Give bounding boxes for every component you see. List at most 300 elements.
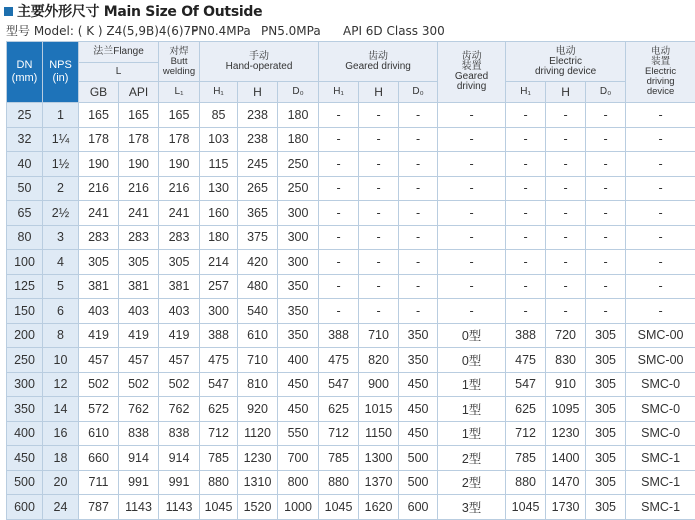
value-cell: 419 [119,323,159,348]
value-cell: 880 [200,470,238,495]
value-cell: 785 [506,446,546,471]
value-cell: 216 [119,176,159,201]
dn-cell: 25 [7,103,43,128]
nps-cell: 20 [43,470,79,495]
value-cell: - [506,299,546,324]
value-cell: - [546,225,586,250]
value-cell: 403 [79,299,119,324]
value-cell: - [586,152,626,177]
value-cell: - [438,176,506,201]
nps-cell: 8 [43,323,79,348]
value-cell: - [586,225,626,250]
value-cell: 216 [159,176,200,201]
value-cell: 762 [119,397,159,422]
value-cell: - [626,103,695,128]
value-cell: - [319,201,359,226]
table-row [7,152,695,177]
nps-cell: 16 [43,421,79,446]
value-cell: 305 [586,446,626,471]
value-cell: 375 [238,225,278,250]
sub-header-elec-d0: D₀ [586,82,626,103]
nps-cell: 14 [43,397,79,422]
page-title [4,3,262,21]
value-cell: - [546,176,586,201]
value-cell: 1型 [438,372,506,397]
value-cell: 250 [278,152,319,177]
value-cell: 450 [399,397,438,422]
value-cell: - [546,299,586,324]
value-cell: 180 [278,127,319,152]
value-cell: - [438,250,506,275]
value-cell: 475 [200,348,238,373]
value-cell: 305 [586,348,626,373]
sub-header-hand-h: H [238,82,278,103]
nps-cell: 2½ [43,201,79,226]
value-cell: 305 [119,250,159,275]
value-cell: - [438,103,506,128]
value-cell: 283 [119,225,159,250]
table-body [7,103,695,520]
value-cell: 1470 [546,470,586,495]
value-cell: - [319,152,359,177]
value-cell: 1143 [119,495,159,520]
value-cell: 785 [319,446,359,471]
nps-cell: 4 [43,250,79,275]
value-cell: 457 [159,348,200,373]
value-cell: 305 [159,250,200,275]
model-text: 型号 Model: ( K ) Z4(5,9B)4(6)7F [6,23,191,39]
value-cell: 1000 [278,495,319,520]
value-cell: 1045 [506,495,546,520]
value-cell: 475 [506,348,546,373]
value-cell: 910 [546,372,586,397]
value-cell: SMC-00 [626,348,695,373]
value-cell: - [586,274,626,299]
value-cell: - [319,176,359,201]
value-cell: 712 [200,421,238,446]
value-cell: - [438,274,506,299]
value-cell: 547 [506,372,546,397]
value-cell: 238 [238,127,278,152]
value-cell: 403 [159,299,200,324]
value-cell: - [506,103,546,128]
value-cell: 365 [238,201,278,226]
value-cell: 572 [79,397,119,422]
value-cell: 300 [200,299,238,324]
electric-driving-header: 电动 Electric driving device [506,42,626,82]
dn-cell: 300 [7,372,43,397]
value-cell: 1045 [200,495,238,520]
nps-cell: 5 [43,274,79,299]
value-cell: 547 [319,372,359,397]
value-cell: 711 [79,470,119,495]
dn-cell: 32 [7,127,43,152]
value-cell: 250 [278,176,319,201]
value-cell: 880 [319,470,359,495]
dn-cell: 400 [7,421,43,446]
value-cell: 350 [399,348,438,373]
value-cell: 305 [586,372,626,397]
value-cell: - [438,127,506,152]
value-cell: - [399,103,438,128]
dn-cell: 65 [7,201,43,226]
value-cell: 625 [200,397,238,422]
geared-driving-header: 齿动 Geared driving [319,42,438,82]
value-cell: 257 [200,274,238,299]
dn-cell: 125 [7,274,43,299]
value-cell: - [586,250,626,275]
value-cell: - [359,299,399,324]
value-cell: 450 [278,372,319,397]
value-cell: - [438,299,506,324]
value-cell: 500 [399,470,438,495]
value-cell: - [359,152,399,177]
dn-cell: 250 [7,348,43,373]
square-bullet-icon [4,7,13,16]
value-cell: 502 [119,372,159,397]
table-row [7,299,695,324]
value-cell: 419 [79,323,119,348]
value-cell: 420 [238,250,278,275]
value-cell: 762 [159,397,200,422]
table-row [7,421,695,446]
value-cell: 160 [200,201,238,226]
value-cell: 300 [278,201,319,226]
value-cell: 300 [278,250,319,275]
value-cell: 0型 [438,323,506,348]
table-row [7,103,695,128]
value-cell: 403 [119,299,159,324]
nps-cell: 12 [43,372,79,397]
value-cell: 1300 [359,446,399,471]
value-cell: 450 [399,421,438,446]
value-cell: 305 [586,323,626,348]
value-cell: 480 [238,274,278,299]
value-cell: 305 [79,250,119,275]
value-cell: 305 [586,495,626,520]
dn-cell: 500 [7,470,43,495]
value-cell: 475 [319,348,359,373]
value-cell: 800 [278,470,319,495]
value-cell: - [438,225,506,250]
value-cell: 710 [238,348,278,373]
value-cell: 178 [159,127,200,152]
value-cell: - [319,127,359,152]
value-cell: 1520 [238,495,278,520]
table-row [7,127,695,152]
value-cell: - [626,127,695,152]
value-cell: 214 [200,250,238,275]
value-cell: - [546,201,586,226]
value-cell: SMC-1 [626,495,695,520]
value-cell: 381 [79,274,119,299]
value-cell: 190 [119,152,159,177]
value-cell: 115 [200,152,238,177]
value-cell: - [399,250,438,275]
dn-cell: 600 [7,495,43,520]
value-cell: - [586,176,626,201]
value-cell: - [319,250,359,275]
value-cell: 625 [506,397,546,422]
value-cell: - [586,103,626,128]
value-cell: - [319,299,359,324]
value-cell: 165 [119,103,159,128]
title-text: 主要外形尺寸 Main Size Of Outside [17,4,262,20]
value-cell: - [506,274,546,299]
value-cell: 1型 [438,421,506,446]
value-cell: 130 [200,176,238,201]
value-cell: SMC-00 [626,323,695,348]
value-cell: 165 [79,103,119,128]
dn-cell: 350 [7,397,43,422]
nps-cell: 1¼ [43,127,79,152]
value-cell: - [626,176,695,201]
pressure-rating-2: PN5.0MPa [261,23,343,39]
value-cell: - [319,274,359,299]
value-cell: 880 [506,470,546,495]
table-row [7,470,695,495]
sub-header-elec-h1: H₁ [506,82,546,103]
value-cell: 810 [238,372,278,397]
dn-header: DN (mm) [7,42,43,103]
value-cell: - [359,127,399,152]
value-cell: 1730 [546,495,586,520]
value-cell: 991 [119,470,159,495]
value-cell: 820 [359,348,399,373]
value-cell: - [626,201,695,226]
dn-cell: 100 [7,250,43,275]
value-cell: 712 [506,421,546,446]
value-cell: - [506,176,546,201]
dn-cell: 40 [7,152,43,177]
nps-cell: 6 [43,299,79,324]
api-class: API 6D Class 300 [343,23,445,39]
value-cell: 457 [79,348,119,373]
geared-device-header: 齿动 装置 Geared driving [438,42,506,103]
value-cell: SMC-0 [626,421,695,446]
value-cell: 700 [278,446,319,471]
value-cell: 540 [238,299,278,324]
value-cell: 238 [238,103,278,128]
value-cell: 241 [159,201,200,226]
value-cell: 381 [119,274,159,299]
value-cell: 1150 [359,421,399,446]
value-cell: - [438,152,506,177]
table-row [7,446,695,471]
nps-cell: 10 [43,348,79,373]
nps-cell: 24 [43,495,79,520]
value-cell: 1型 [438,397,506,422]
sub-header-gear-d0: D₀ [399,82,438,103]
table-row [7,372,695,397]
value-cell: 660 [79,446,119,471]
value-cell: 305 [586,421,626,446]
value-cell: 1230 [238,446,278,471]
value-cell: 350 [278,323,319,348]
value-cell: - [399,299,438,324]
table-row [7,201,695,226]
value-cell: 2型 [438,446,506,471]
value-cell: 305 [586,397,626,422]
value-cell: 350 [278,299,319,324]
value-cell: 178 [119,127,159,152]
value-cell: - [319,225,359,250]
value-cell: SMC-0 [626,372,695,397]
value-cell: 1230 [546,421,586,446]
value-cell: - [586,299,626,324]
electric-device-header: 电动 装置 Electric driving device [626,42,695,103]
table-row [7,323,695,348]
table-row [7,176,695,201]
value-cell: - [359,103,399,128]
table-row [7,274,695,299]
value-cell: 838 [119,421,159,446]
value-cell: 450 [278,397,319,422]
value-cell: 350 [278,274,319,299]
value-cell: 265 [238,176,278,201]
value-cell: 178 [79,127,119,152]
value-cell: 1015 [359,397,399,422]
value-cell: 1400 [546,446,586,471]
sub-header-gear-h: H [359,82,399,103]
value-cell: - [506,127,546,152]
value-cell: - [626,299,695,324]
value-cell: - [399,127,438,152]
value-cell: 710 [359,323,399,348]
table-row [7,225,695,250]
value-cell: - [546,274,586,299]
flange-l-header: L [79,63,159,82]
value-cell: 914 [119,446,159,471]
value-cell: 388 [506,323,546,348]
value-cell: - [626,274,695,299]
table-row [7,397,695,422]
value-cell: 103 [200,127,238,152]
dn-cell: 150 [7,299,43,324]
value-cell: SMC-1 [626,446,695,471]
value-cell: 216 [79,176,119,201]
dn-cell: 200 [7,323,43,348]
value-cell: 550 [278,421,319,446]
value-cell: - [399,152,438,177]
value-cell: 180 [278,103,319,128]
value-cell: 600 [399,495,438,520]
value-cell: 190 [79,152,119,177]
value-cell: 991 [159,470,200,495]
value-cell: 1620 [359,495,399,520]
nps-cell: 1 [43,103,79,128]
sub-header-elec-h: H [546,82,586,103]
value-cell: - [506,250,546,275]
value-cell: - [399,176,438,201]
value-cell: - [586,127,626,152]
value-cell: - [626,250,695,275]
value-cell: 241 [119,201,159,226]
value-cell: 500 [399,446,438,471]
value-cell: 2型 [438,470,506,495]
model-line [6,23,445,39]
value-cell: 283 [79,225,119,250]
nps-header: NPS (in) [43,42,79,103]
value-cell: - [359,176,399,201]
value-cell: 712 [319,421,359,446]
dn-cell: 50 [7,176,43,201]
value-cell: - [546,152,586,177]
value-cell: 502 [79,372,119,397]
sub-header-gb: GB [79,82,119,103]
value-cell: 245 [238,152,278,177]
value-cell: - [319,103,359,128]
dn-cell: 450 [7,446,43,471]
value-cell: - [546,103,586,128]
pressure-rating-1: PN0.4MPa [191,23,261,39]
value-cell: 350 [399,323,438,348]
value-cell: 457 [119,348,159,373]
value-cell: 400 [278,348,319,373]
dn-cell: 80 [7,225,43,250]
nps-cell: 2 [43,176,79,201]
value-cell: 1120 [238,421,278,446]
value-cell: - [399,201,438,226]
value-cell: 830 [546,348,586,373]
value-cell: 547 [200,372,238,397]
value-cell: 785 [200,446,238,471]
value-cell: SMC-1 [626,470,695,495]
value-cell: 914 [159,446,200,471]
value-cell: - [359,274,399,299]
value-cell: 610 [238,323,278,348]
sub-header-gear-h1: H₁ [319,82,359,103]
value-cell: 720 [546,323,586,348]
size-table [6,41,695,520]
nps-cell: 1½ [43,152,79,177]
value-cell: 450 [399,372,438,397]
value-cell: - [359,250,399,275]
value-cell: 1095 [546,397,586,422]
value-cell: 610 [79,421,119,446]
nps-cell: 3 [43,225,79,250]
value-cell: - [546,127,586,152]
value-cell: 3型 [438,495,506,520]
value-cell: - [399,274,438,299]
value-cell: 900 [359,372,399,397]
value-cell: 190 [159,152,200,177]
value-cell: - [359,225,399,250]
value-cell: 165 [159,103,200,128]
sub-header-hand-d0: D₀ [278,82,319,103]
value-cell: 381 [159,274,200,299]
value-cell: 85 [200,103,238,128]
value-cell: 1143 [159,495,200,520]
sub-header-hand-h1: H₁ [200,82,238,103]
value-cell: - [626,152,695,177]
value-cell: 300 [278,225,319,250]
value-cell: 838 [159,421,200,446]
value-cell: 180 [200,225,238,250]
value-cell: - [506,225,546,250]
table-row [7,495,695,520]
value-cell: 283 [159,225,200,250]
value-cell: 787 [79,495,119,520]
value-cell: - [359,201,399,226]
value-cell: 920 [238,397,278,422]
value-cell: - [506,201,546,226]
value-cell: - [399,225,438,250]
value-cell: 388 [200,323,238,348]
value-cell: - [438,201,506,226]
sub-header-api: API [119,82,159,103]
value-cell: - [546,250,586,275]
